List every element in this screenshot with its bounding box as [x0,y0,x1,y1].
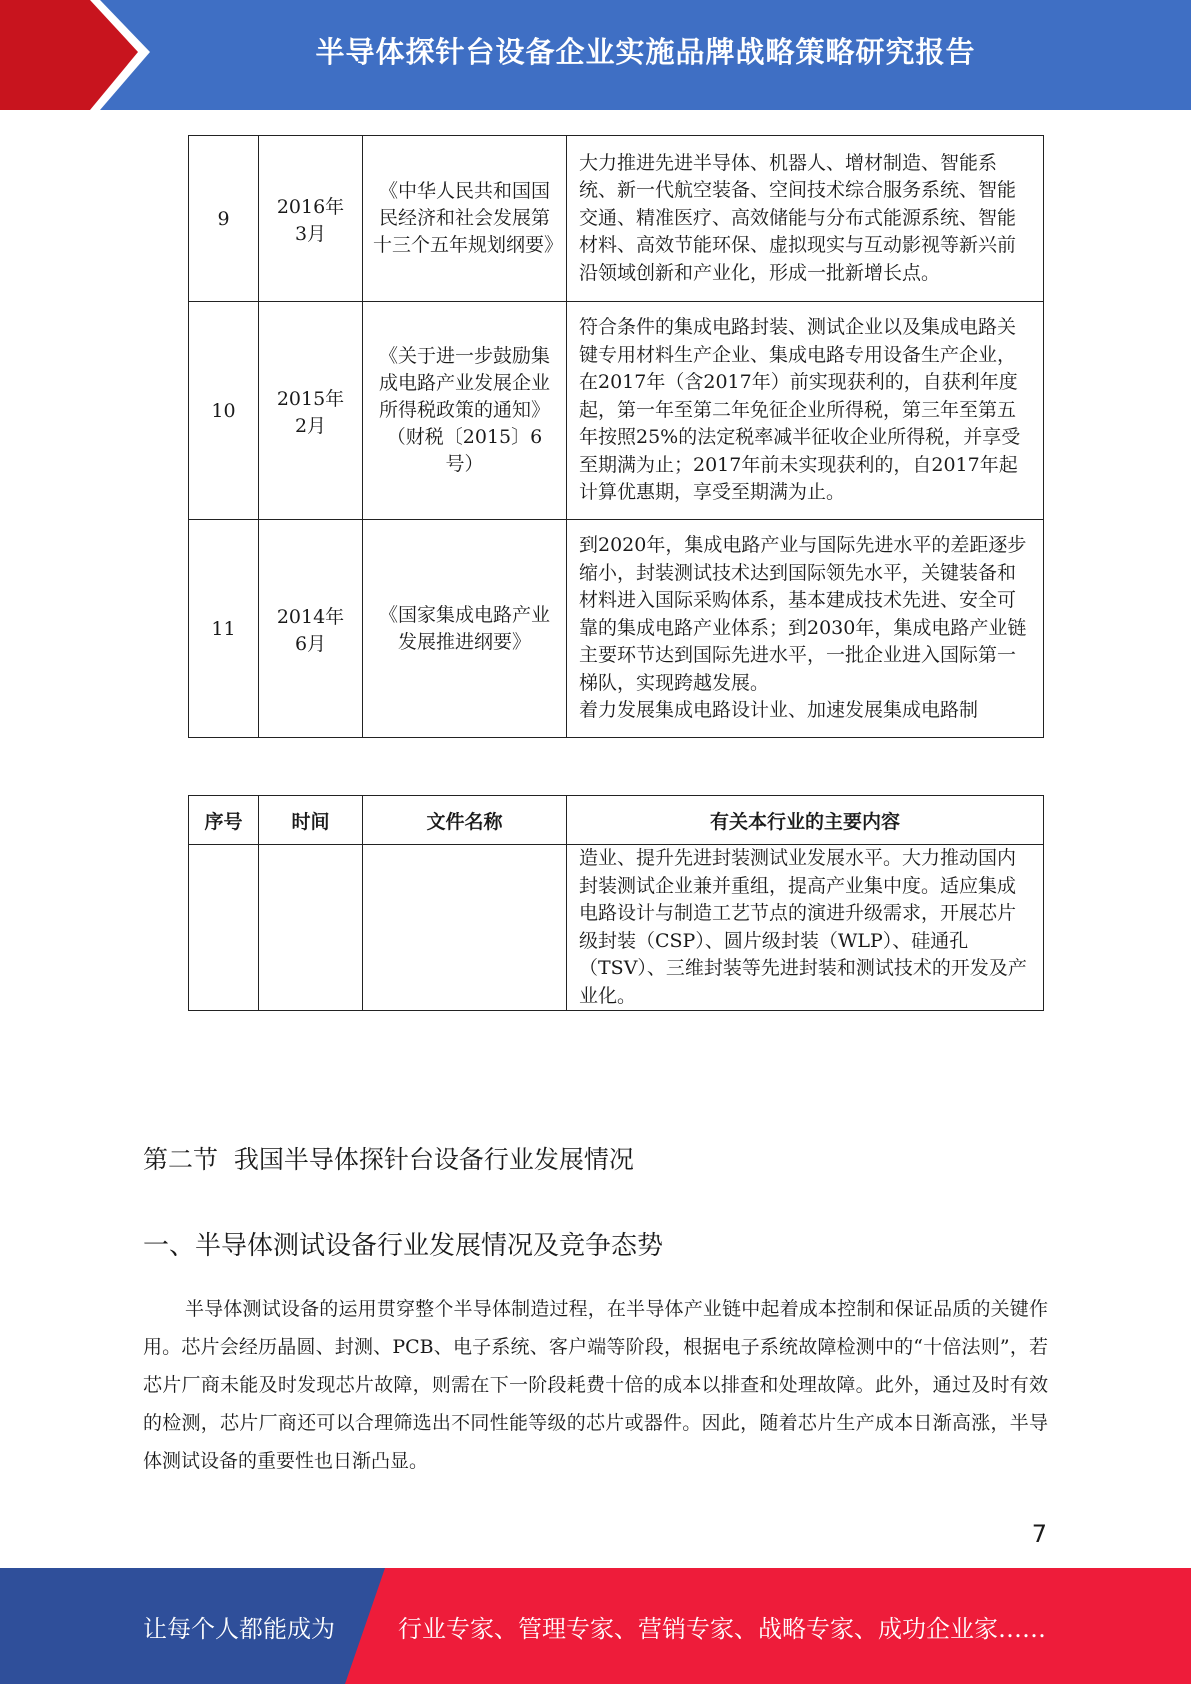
row-content: 造业、提升先进封装测试业发展水平。大力推动国内封装测试企业兼并重组，提高产业集中度。适应集成电路设计与制造工艺节点的演进升级需求，开展芯片级封装（CSP）、圆片级封装（WLP）、硅通孔（TSV）、三维封装等先进封装和测试技术的开发及产业化。 [567,845,1044,1011]
table-row [189,302,1044,520]
report-title: 半导体探针台设备企业实施品牌战略策略研究报告 [315,34,976,69]
footer-slogan-right: 行业专家、管理专家、营销专家、战略专家、成功企业家…… [398,1614,1046,1643]
policy-table-continued [188,135,1044,738]
row-document-name [363,845,567,1011]
table-row [189,136,1044,302]
row-number: 9 [189,136,259,302]
row-document-name: 《国家集成电路产业发展推进纲要》 [363,520,567,738]
column-header-time: 时间 [259,796,363,845]
column-header-document-name: 文件名称 [363,796,567,845]
row-content: 大力推进先进半导体、机器人、增材制造、智能系统、新一代航空装备、空间技术综合服务系统、智能交通、精准医疗、高效储能与分布式能源系统、智能材料、高效节能环保、虚拟现实与互动影视等新兴前沿领域创新和产业化，形成一批新增长点。 [567,136,1044,302]
header-red-chevron [0,0,160,110]
row-document-name: 《关于进一步鼓励集成电路产业发展企业所得税政策的通知》（财税〔2015〕6号） [363,302,567,520]
column-header-number: 序号 [189,796,259,845]
footer-slogan-left: 让每个人都能成为 [143,1614,335,1643]
body-paragraph: 半导体测试设备的运用贯穿整个半导体制造过程，在半导体产业链中起着成本控制和保证品质的关键作用。芯片会经历晶圆、封测、PCB、电子系统、客户端等阶段，根据电子系统故障检测中的“十倍法则”，若芯片厂商未能及时发现芯片故障，则需在下一阶段耗费十倍的成本以排查和处理故障。此外，通过及时有效的检测，芯片厂商还可以合理筛选出不同性能等级的芯片或器件。因此，随着芯片生产成本日渐高涨，半导体测试设备的重要性也日渐凸显。 [143,1298,1048,1472]
row-time: 2016年 3月 [259,136,363,302]
table-row [189,845,1044,1011]
row-time: 2014年 6月 [259,520,363,738]
table-row [189,520,1044,738]
page-number: 7 [1031,1520,1047,1548]
row-number: 10 [189,302,259,520]
policy-table-next [188,795,1044,1011]
row-number: 11 [189,520,259,738]
row-content: 到2020年，集成电路产业与国际先进水平的差距逐步缩小，封装测试技术达到国际领先水平，关键装备和材料进入国际采购体系，基本建成技术先进、安全可靠的集成电路产业体系；到2030年，集成电路产业链主要环节达到国际先进水平，一批企业进入国际第一梯队，实现跨越发展。 着力发展集成电路设计业、加速发展集成电路制 [567,520,1044,738]
row-number [189,845,259,1011]
page-footer [0,1568,1191,1684]
page-header [0,0,1191,110]
section-title: 第二节 我国半导体探针台设备行业发展情况 [143,1145,634,1174]
row-time [259,845,363,1011]
row-document-name: 《中华人民共和国国民经济和社会发展第十三个五年规划纲要》 [363,136,567,302]
table-header-row [189,796,1044,845]
column-header-content: 有关本行业的主要内容 [567,796,1044,845]
row-time: 2015年 2月 [259,302,363,520]
sub-section-title: 一、半导体测试设备行业发展情况及竞争态势 [143,1231,664,1261]
row-content: 符合条件的集成电路封装、测试企业以及集成电路关键专用材料生产企业、集成电路专用设备生产企业，在2017年（含2017年）前实现获利的，自获利年度起，第一年至第二年免征企业所得税，第三年至第五年按照25%的法定税率减半征收企业所得税，并享受至期满为止；2017年前未实现获利的，自2017年起计算优惠期，享受至期满为止。 [567,302,1044,520]
